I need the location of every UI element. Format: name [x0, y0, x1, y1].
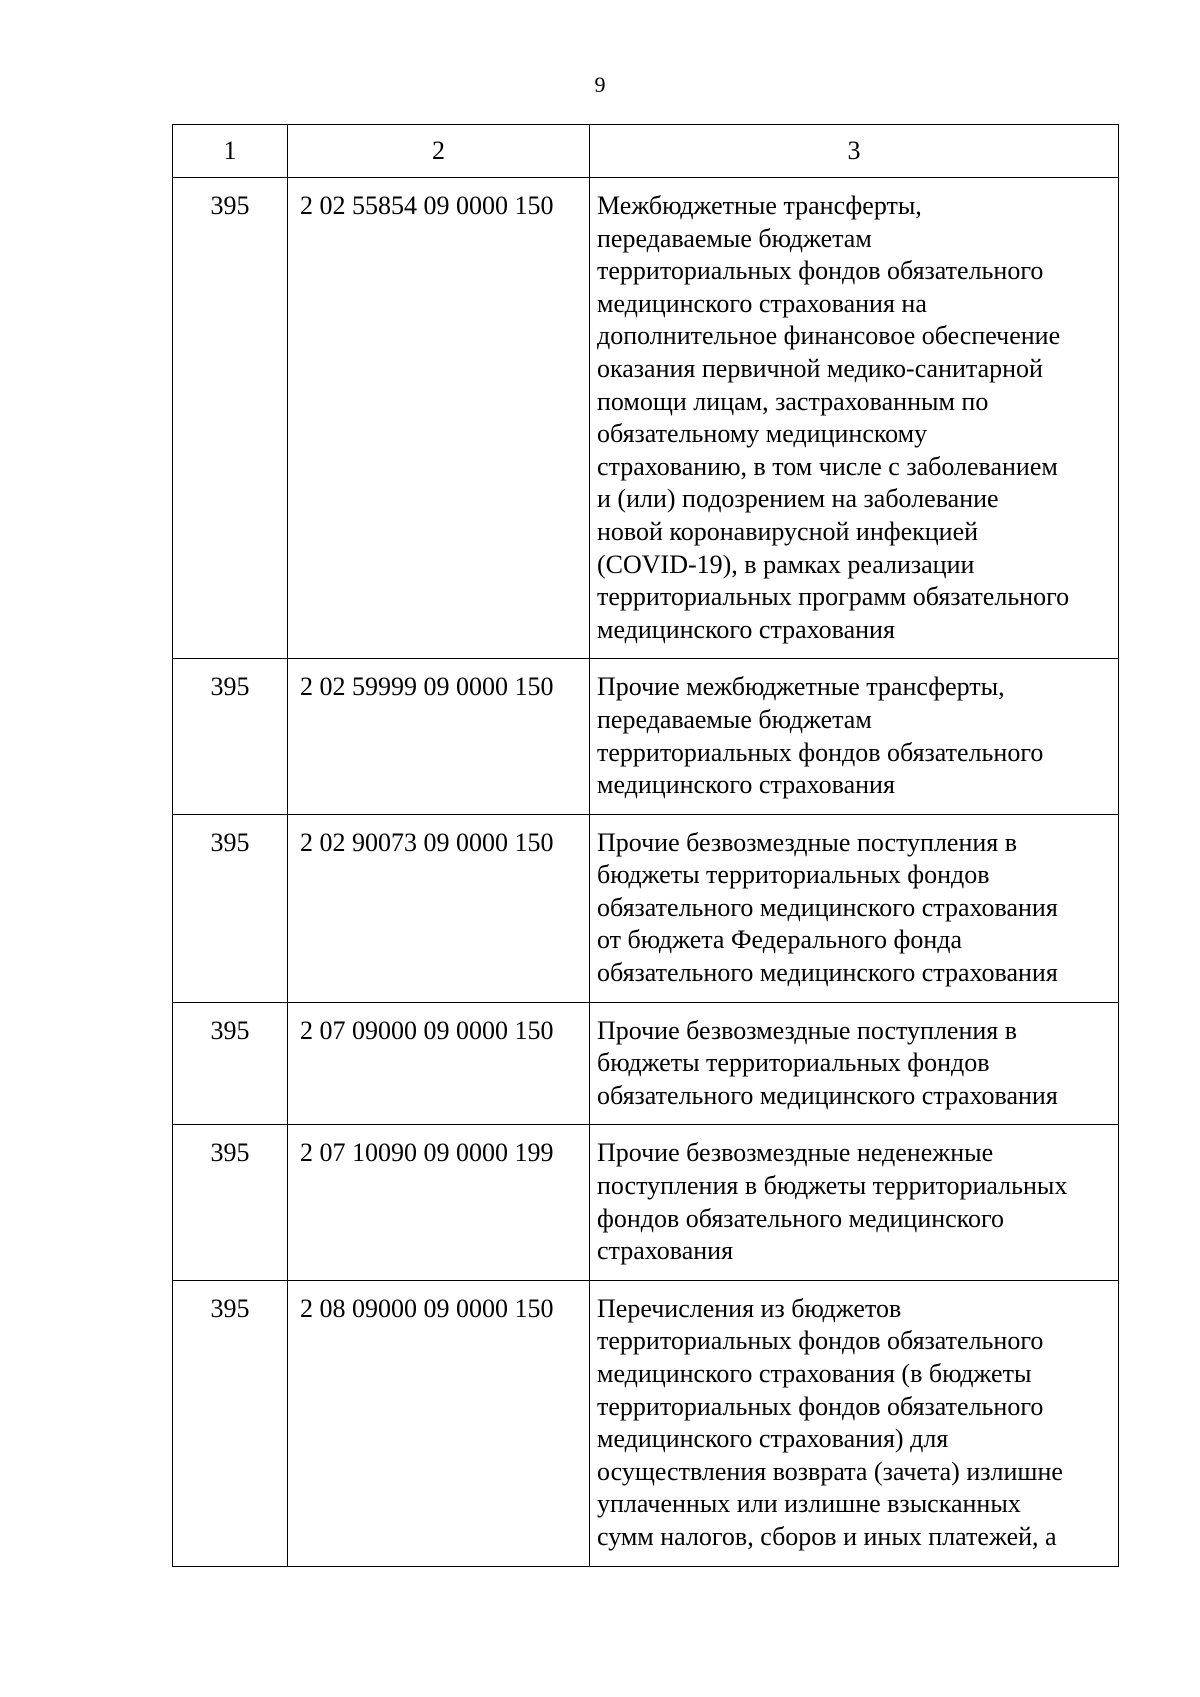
description-line: Перечисления из бюджетов	[597, 1293, 902, 1323]
description-line: помощи лицам, застрахованным по	[597, 386, 989, 416]
description-cell	[590, 1002, 1119, 1125]
description-line: обязательного медицинского страхования	[597, 958, 1058, 988]
admin-code-cell: 395	[173, 1125, 288, 1280]
header-col-2: 2	[288, 125, 590, 178]
description-line: (COVID-19), в рамках реализации	[597, 549, 975, 579]
description-line: бюджеты территориальных фондов	[597, 860, 990, 890]
description-line: территориальных фондов обязательного	[597, 256, 1044, 286]
description-line: фондов обязательного медицинского	[597, 1203, 1005, 1233]
description-line: передаваемые бюджетам	[597, 223, 872, 253]
description-line: Прочие межбюджетные трансферты,	[597, 672, 1005, 702]
page-number: 9	[594, 72, 606, 97]
table-row	[173, 659, 1119, 814]
description-line: обязательного медицинского страхования	[597, 892, 1058, 922]
description-line: территориальных программ обязательного	[597, 582, 1070, 612]
description-cell	[590, 178, 1119, 659]
admin-code-cell: 395	[173, 178, 288, 659]
description-line: страхованию, в том числе с заболеванием	[597, 451, 1058, 481]
description-line: обязательного медицинского страхования	[597, 1080, 1058, 1110]
description-line: новой коронавирусной инфекцией	[597, 516, 979, 546]
description-cell	[590, 814, 1119, 1002]
kbk-code-cell: 2 07 09000 09 0000 150	[288, 1002, 590, 1125]
description-line: территориальных фондов обязательного	[597, 1391, 1044, 1421]
description-line: поступления в бюджеты территориальных	[597, 1171, 1068, 1201]
table-header-row	[173, 125, 1119, 178]
description-line: страхования	[597, 1236, 734, 1266]
description-line: передаваемые бюджетам	[597, 704, 872, 734]
admin-code-cell: 395	[173, 1280, 288, 1566]
kbk-code-cell: 2 02 59999 09 0000 150	[288, 659, 590, 814]
description-line: Прочие безвозмездные неденежные	[597, 1138, 994, 1168]
description-line: медицинского страхования	[597, 614, 895, 644]
description-line: медицинского страхования (в бюджеты	[597, 1359, 1032, 1388]
kbk-code-cell: 2 08 09000 09 0000 150	[288, 1280, 590, 1566]
admin-code-cell: 395	[173, 659, 288, 814]
description-line: бюджеты территориальных фондов	[597, 1048, 990, 1078]
description-line: территориальных фондов обязательного	[597, 737, 1044, 767]
description-line: и (или) подозрением на заболевание	[597, 484, 999, 514]
admin-code-cell: 395	[173, 1002, 288, 1125]
description-line: медицинского страхования) для	[597, 1424, 949, 1454]
kbk-code-cell: 2 02 55854 09 0000 150	[288, 178, 590, 659]
table-row	[173, 1125, 1119, 1280]
description-line: сумм налогов, сборов и иных платежей, а	[597, 1521, 1057, 1551]
table-body	[173, 178, 1119, 1567]
table-row	[173, 814, 1119, 1002]
header-col-1: 1	[173, 125, 288, 178]
admin-code-cell: 395	[173, 814, 288, 1002]
table-row	[173, 1002, 1119, 1125]
kbk-code-cell: 2 07 10090 09 0000 199	[288, 1125, 590, 1280]
description-line: от бюджета Федерального фонда	[597, 925, 963, 955]
description-line: медицинского страхования	[597, 770, 895, 800]
description-line: Межбюджетные трансферты,	[597, 191, 922, 220]
description-line: уплаченных или излишне взысканных	[597, 1489, 1021, 1519]
description-line: оказания первичной медико-санитарной	[597, 353, 1043, 383]
description-line: дополнительное финансовое обеспечение	[597, 321, 1061, 351]
description-line: территориальных фондов обязательного	[597, 1326, 1044, 1356]
description-line: Прочие безвозмездные поступления в	[597, 1015, 1018, 1045]
description-line: обязательному медицинскому	[597, 419, 928, 449]
budget-codes-table	[172, 124, 1119, 1567]
description-line: Прочие безвозмездные поступления в	[597, 827, 1018, 857]
description-cell	[590, 659, 1119, 814]
header-col-3: 3	[590, 125, 1119, 178]
description-cell	[590, 1125, 1119, 1280]
table-row	[173, 178, 1119, 659]
description-line: осуществления возврата (зачета) излишне	[597, 1456, 1063, 1486]
kbk-code-cell: 2 02 90073 09 0000 150	[288, 814, 590, 1002]
table-row	[173, 1280, 1119, 1566]
description-line: медицинского страхования на	[597, 288, 927, 318]
description-cell	[590, 1280, 1119, 1566]
